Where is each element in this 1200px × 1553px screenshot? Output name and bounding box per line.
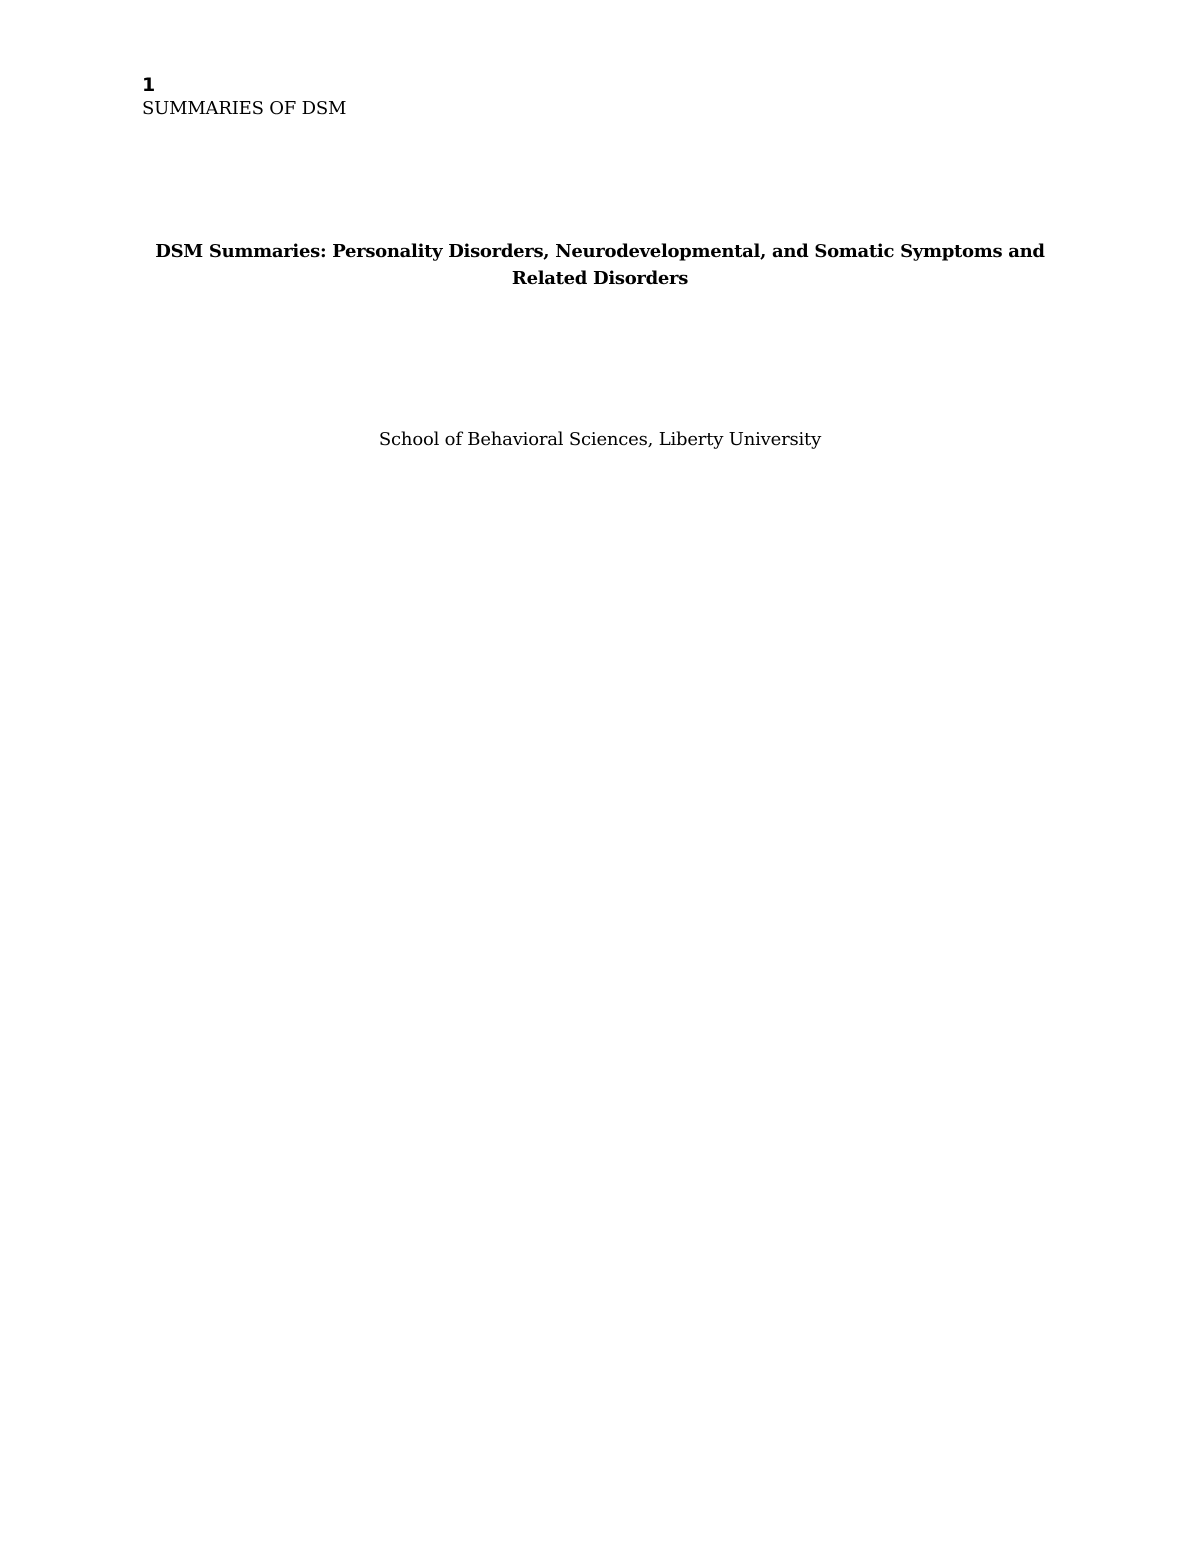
running-head: SUMMARIES OF DSM <box>142 98 347 119</box>
author-affiliation: School of Behavioral Sciences, Liberty University <box>378 429 822 450</box>
title-line-1: DSM Summaries: Personality Disorders, Neurodevelopmental, and Somatic Symptoms and <box>155 241 1045 262</box>
page-number: 1 <box>142 74 156 96</box>
paper-title <box>100 238 1100 292</box>
title-line-2: Related Disorders <box>511 268 689 289</box>
page-header <box>142 74 642 121</box>
